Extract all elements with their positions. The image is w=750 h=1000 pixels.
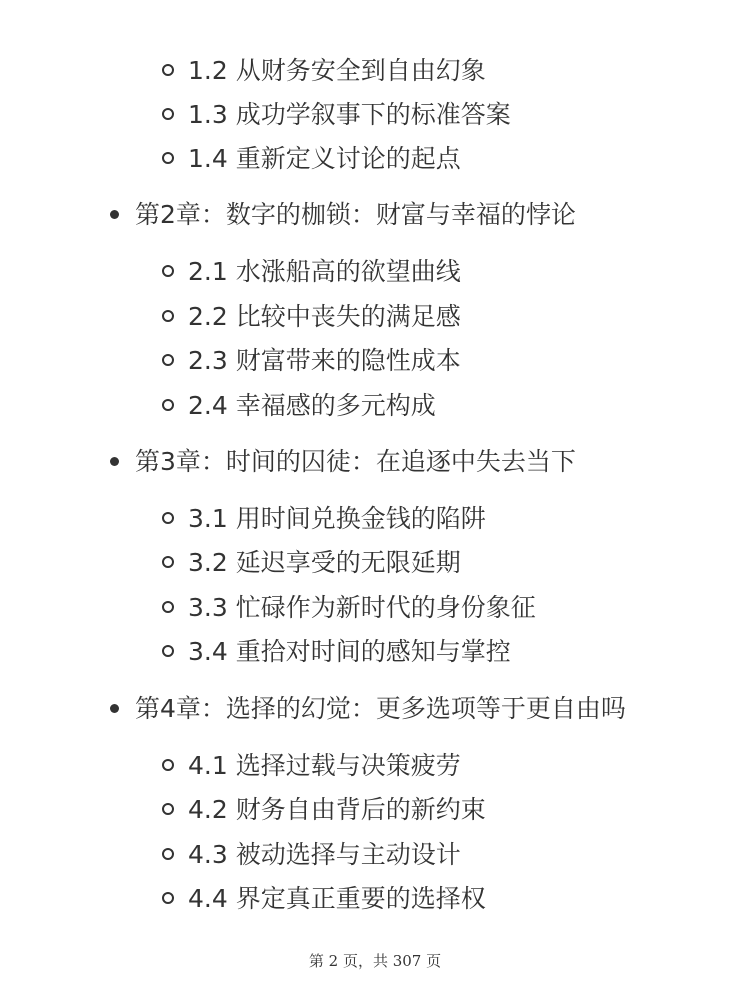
filled-bullet-icon bbox=[110, 704, 119, 713]
toc-subsection-3-4[interactable] bbox=[162, 632, 511, 672]
toc-subsection-3-1[interactable] bbox=[162, 499, 486, 539]
toc-item-text: 第2章：数字的枷锁：财富与幸福的悖论 bbox=[135, 200, 576, 229]
toc-subsection-1-4[interactable] bbox=[162, 139, 461, 179]
hollow-bullet-icon bbox=[162, 64, 174, 76]
hollow-bullet-icon bbox=[162, 310, 174, 322]
toc-subsection-2-2[interactable] bbox=[162, 297, 461, 337]
toc-chapter-4[interactable] bbox=[110, 689, 626, 729]
hollow-bullet-icon bbox=[162, 152, 174, 164]
filled-bullet-icon bbox=[110, 210, 119, 219]
toc-subsection-1-3[interactable] bbox=[162, 95, 511, 135]
toc-item-text: 1.3 成功学叙事下的标准答案 bbox=[188, 100, 511, 129]
toc-subsection-2-1[interactable] bbox=[162, 252, 461, 292]
hollow-bullet-icon bbox=[162, 512, 174, 524]
toc-subsection-4-3[interactable] bbox=[162, 835, 461, 875]
toc-item-text: 4.3 被动选择与主动设计 bbox=[188, 840, 461, 869]
filled-bullet-icon bbox=[110, 457, 119, 466]
toc-item-text: 3.4 重拾对时间的感知与掌控 bbox=[188, 637, 511, 666]
toc-item-text: 4.2 财务自由背后的新约束 bbox=[188, 795, 486, 824]
hollow-bullet-icon bbox=[162, 354, 174, 366]
toc-subsection-4-1[interactable] bbox=[162, 746, 461, 786]
toc-subsection-4-4[interactable] bbox=[162, 879, 486, 919]
hollow-bullet-icon bbox=[162, 645, 174, 657]
toc-subsection-2-4[interactable] bbox=[162, 386, 436, 426]
hollow-bullet-icon bbox=[162, 803, 174, 815]
hollow-bullet-icon bbox=[162, 556, 174, 568]
hollow-bullet-icon bbox=[162, 265, 174, 277]
toc-item-text: 3.3 忙碌作为新时代的身份象征 bbox=[188, 593, 536, 622]
toc-item-text: 2.4 幸福感的多元构成 bbox=[188, 391, 436, 420]
toc-item-text: 2.3 财富带来的隐性成本 bbox=[188, 346, 461, 375]
hollow-bullet-icon bbox=[162, 892, 174, 904]
toc-subsection-2-3[interactable] bbox=[162, 341, 461, 381]
toc-item-text: 第4章：选择的幻觉：更多选项等于更自由吗 bbox=[135, 694, 626, 723]
hollow-bullet-icon bbox=[162, 108, 174, 120]
toc-item-text: 3.1 用时间兑换金钱的陷阱 bbox=[188, 504, 486, 533]
toc-item-text: 2.1 水涨船高的欲望曲线 bbox=[188, 257, 461, 286]
toc-item-text: 2.2 比较中丧失的满足感 bbox=[188, 302, 461, 331]
toc-chapter-3[interactable] bbox=[110, 442, 576, 482]
hollow-bullet-icon bbox=[162, 601, 174, 613]
hollow-bullet-icon bbox=[162, 848, 174, 860]
toc-item-text: 3.2 延迟享受的无限延期 bbox=[188, 548, 461, 577]
toc-subsection-3-3[interactable] bbox=[162, 588, 536, 628]
toc-subsection-3-2[interactable] bbox=[162, 543, 461, 583]
toc-subsection-4-2[interactable] bbox=[162, 790, 486, 830]
hollow-bullet-icon bbox=[162, 759, 174, 771]
page-number-footer: 第 2 页，共 307 页 bbox=[308, 952, 442, 970]
toc-item-text: 1.2 从财务安全到自由幻象 bbox=[188, 56, 486, 85]
toc-item-text: 第3章：时间的囚徒：在追逐中失去当下 bbox=[135, 447, 576, 476]
toc-subsection-1-2[interactable] bbox=[162, 51, 486, 91]
toc-chapter-2[interactable] bbox=[110, 195, 576, 235]
toc-item-text: 4.1 选择过载与决策疲劳 bbox=[188, 751, 461, 780]
toc-item-text: 1.4 重新定义讨论的起点 bbox=[188, 144, 461, 173]
hollow-bullet-icon bbox=[162, 399, 174, 411]
toc-item-text: 4.4 界定真正重要的选择权 bbox=[188, 884, 486, 913]
